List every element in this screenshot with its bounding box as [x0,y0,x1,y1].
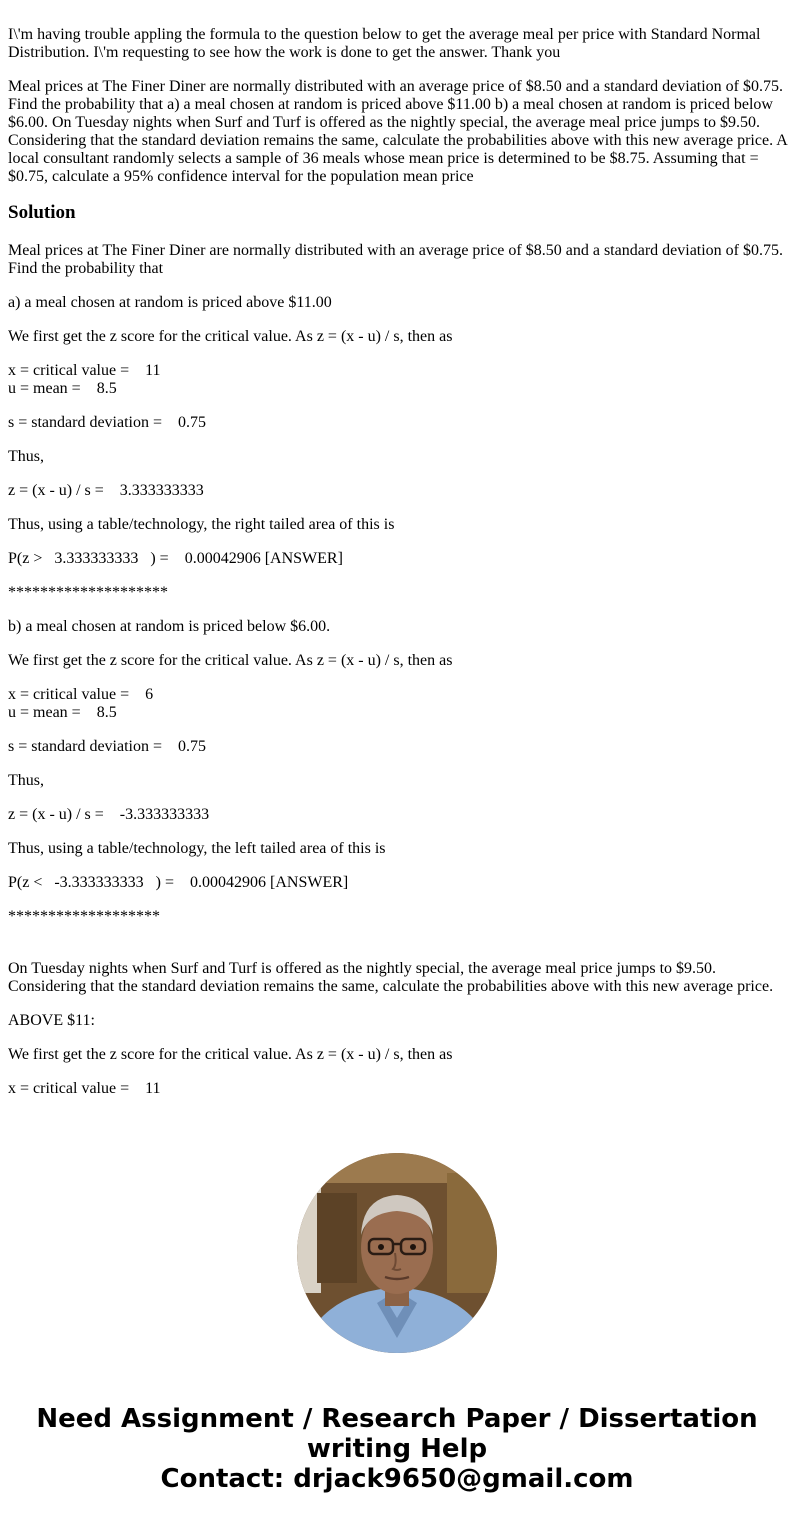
part-a-separator: ******************** [8,584,168,601]
part-b-thus: Thus, [8,772,44,789]
part-a-step1: We first get the z score for the critical value. As z = (x - u) / s, then as [8,328,453,345]
footer-contact-text: Contact: drjack9650@gmail.com [160,1464,634,1494]
part-a-title: a) a meal chosen at random is priced above $11.00 [8,294,332,311]
part-b-s-line: s = standard deviation = 0.75 [8,738,207,755]
part-a-x-line: x = critical value = 11 [8,362,161,379]
part-a-values [8,362,788,398]
solution-heading: Solution [8,202,76,223]
part-c-step1: We first get the z score for the critical value. As z = (x - u) / s, then as [8,1046,453,1063]
part-a-area-line: Thus, using a table/technology, the right tailed area of this is [8,516,395,533]
part-c-subtitle: ABOVE $11: [8,1012,95,1029]
part-b-values [8,686,788,722]
part-c-intro: On Tuesday nights when Surf and Turf is offered as the nightly special, the average meal price jumps to $9.50. Considering that the standard deviation remains the same, calculate the probabilities above with this new average price. [8,960,774,995]
part-a-u-line: u = mean = 8.5 [8,380,117,397]
part-b-step1: We first get the z score for the critical value. As z = (x - u) / s, then as [8,652,453,669]
question-intro: I\'m having trouble appling the formula to the question below to get the average meal per price with Standard Normal Distribution. I\'m requesting to see how the work is done to get the answer. Thank you [8,26,761,61]
solution-restatement: Meal prices at The Finer Diner are normally distributed with an average price of $8.50 and a standard deviation of $0.75. Find the probability that [8,242,784,277]
part-b-title: b) a meal chosen at random is priced below $6.00. [8,618,331,635]
question-body: Meal prices at The Finer Diner are normally distributed with an average price of $8.50 and a standard deviation of $0.75. Find the probability that a) a meal chosen at random is priced above $11.00 b) a meal chosen at random is priced below $6.00. On Tuesday nights when Surf and Turf is offered as the nightly special, the average meal price jumps to $9.50. Considering that the standard deviation remains the same, calculate the probabilities above with this new average price. A local consultant randomly selects a sample of 36 meals whose mean price is determined to be $8.75. Assuming that = $0.75, calculate a 95% confidence interval for the population mean price [8,78,787,185]
part-b-u-line: u = mean = 8.5 [8,704,117,721]
part-b-x-line: x = critical value = 6 [8,686,154,703]
author-portrait-image [297,1153,497,1353]
part-c-x-line: x = critical value = 11 [8,1080,161,1097]
part-b-separator: ******************* [8,908,160,925]
part-a-z-line: z = (x - u) / s = 3.333333333 [8,482,204,499]
footer-banner [0,1404,794,1494]
part-b-area-line: Thus, using a table/technology, the left tailed area of this is [8,840,386,857]
part-a-answer: P(z > 3.333333333 ) = 0.00042906 [ANSWER] [8,550,343,567]
footer-help-text: Need Assignment / Research Paper / Dissertation writing Help [36,1404,767,1464]
part-a-thus: Thus, [8,448,44,465]
part-b-answer: P(z < -3.333333333 ) = 0.00042906 [ANSWER] [8,874,349,891]
author-avatar [297,1153,497,1353]
document-content [8,26,788,1114]
part-a-s-line: s = standard deviation = 0.75 [8,414,207,431]
part-b-z-line: z = (x - u) / s = -3.333333333 [8,806,210,823]
